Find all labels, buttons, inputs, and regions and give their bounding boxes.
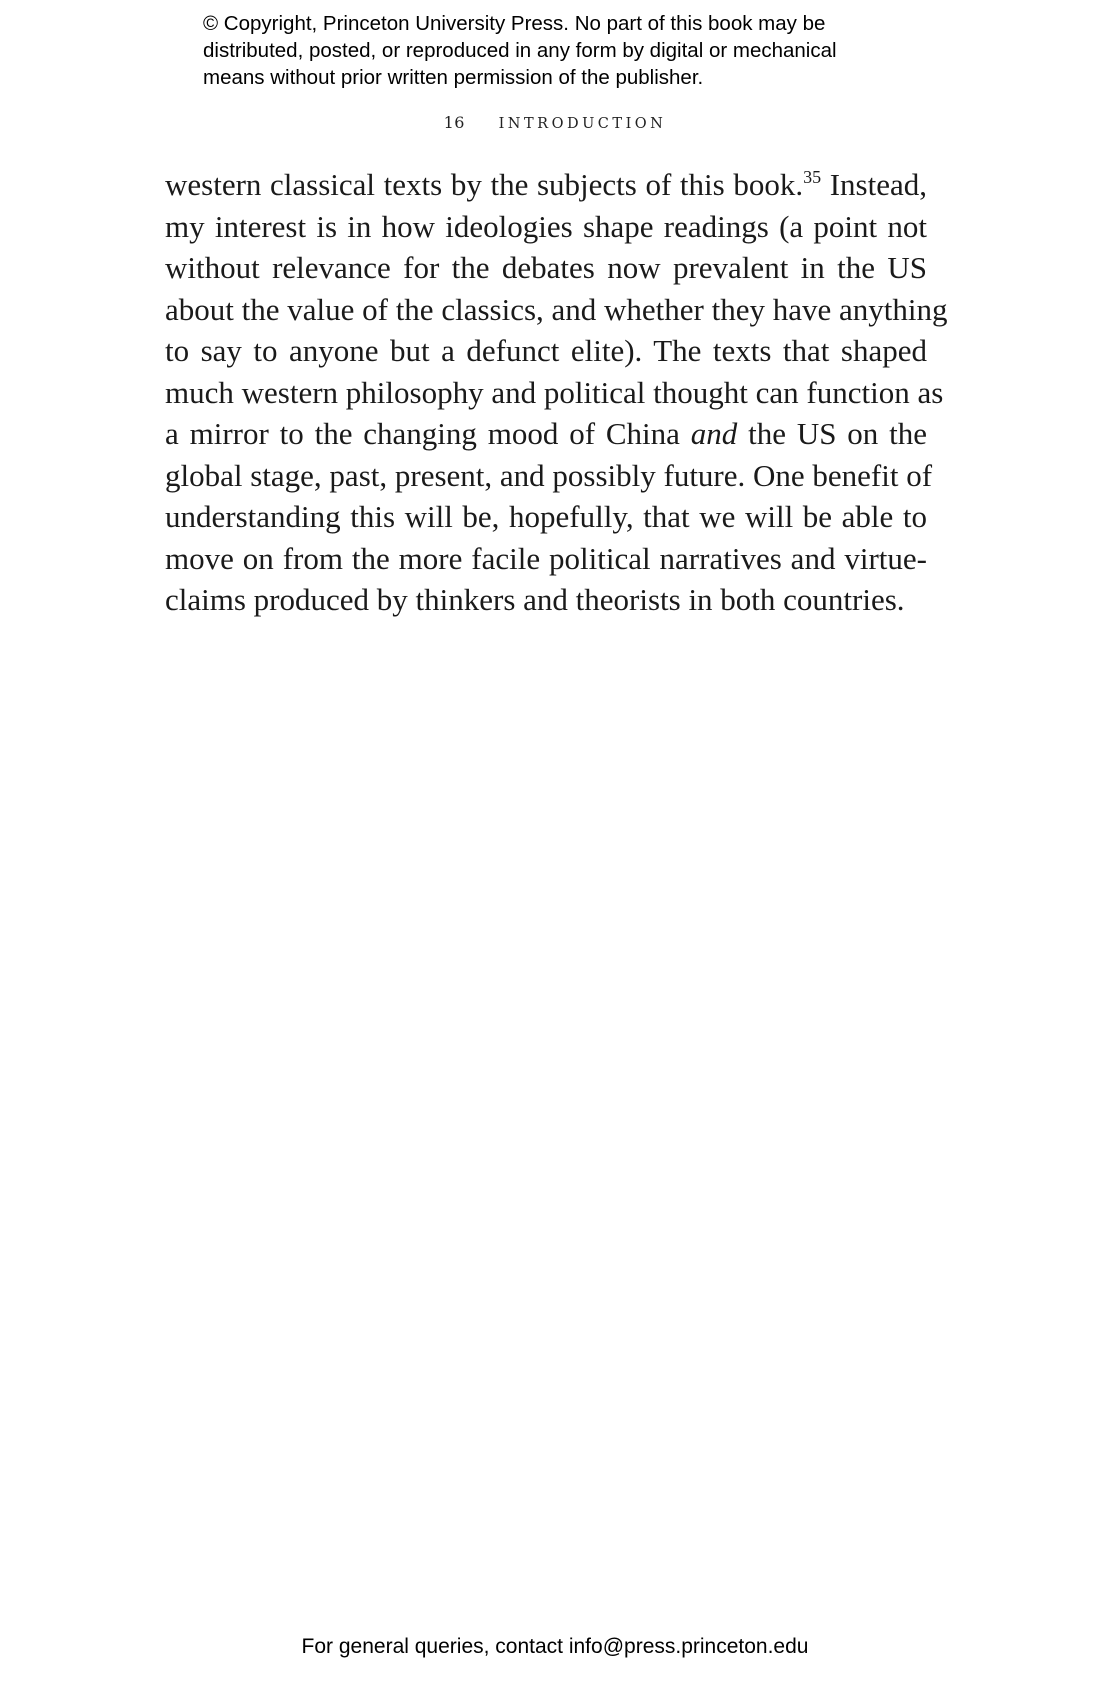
body-paragraph — [165, 164, 948, 621]
text-line: move on from the more facile political narratives and virtue- — [165, 540, 927, 576]
text-line — [165, 413, 927, 455]
text-segment: the US on the — [737, 416, 927, 451]
page-number: 16 — [443, 113, 465, 132]
text-line: about the value of the classics, and whether they have anything — [165, 291, 948, 327]
text-segment: a mirror to the changing mood of China — [165, 416, 691, 451]
text-line: my interest is in how ideologies shape readings (a point not — [165, 208, 927, 244]
copyright-line: means without prior written permission of the publisher. — [203, 66, 704, 89]
text-segment: western classical texts by the subjects of this book. — [165, 167, 804, 202]
text-line: global stage, past, present, and possibly future. One benefit of — [165, 457, 933, 493]
text-line: understanding this will be, hopefully, that we will be able to — [165, 499, 927, 534]
text-line: to say to anyone but a defunct elite). The texts that shaped — [165, 333, 927, 368]
copyright-notice — [203, 10, 923, 91]
copyright-line: distributed, posted, or reproduced in any form by digital or mechanical — [203, 39, 837, 62]
text-segment: Instead, — [821, 167, 927, 202]
running-head — [0, 113, 1100, 132]
text-line: without relevance for the debates now prevalent in the US — [165, 250, 927, 285]
footer-contact: For general queries, contact info@press.princeton.edu — [301, 1635, 809, 1658]
text-line: claims produced by thinkers and theorists in both countries. — [165, 582, 905, 617]
text-line: much western philosophy and political thought can function as — [165, 374, 944, 410]
section-title: INTRODUCTION — [498, 116, 667, 132]
copyright-line: © Copyright, Princeton University Press. No part of this book may be — [203, 12, 826, 35]
footnote-reference[interactable]: 35 — [803, 167, 822, 187]
text-line — [165, 164, 927, 206]
emphasis-text: and — [690, 416, 738, 451]
